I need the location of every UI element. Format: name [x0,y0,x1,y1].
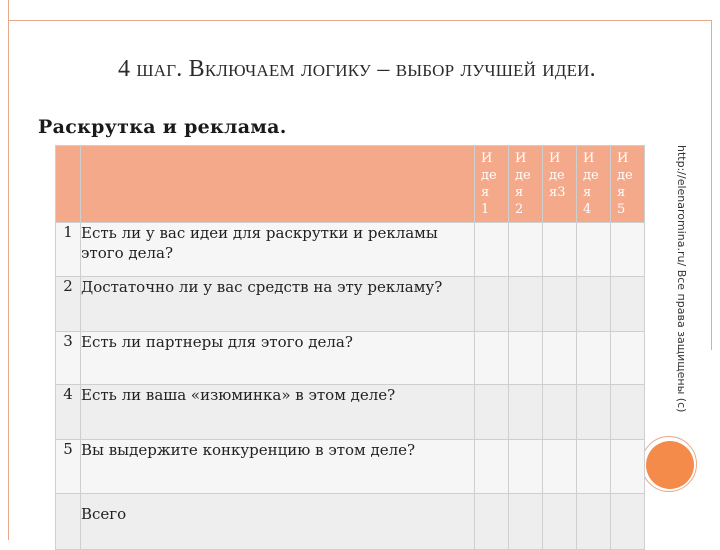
score-cell[interactable] [577,332,611,385]
score-cell[interactable] [509,223,543,277]
row-number: 3 [56,332,81,385]
table-row [56,277,645,332]
header-text: И [583,151,595,166]
row-number: 1 [56,223,81,277]
score-cell[interactable] [475,277,509,332]
slide-title [118,56,596,83]
score-cell[interactable] [543,223,577,277]
score-cell[interactable] [543,332,577,385]
header-text: де [515,168,531,183]
header-text: де [549,168,565,183]
row-question: Вы выдержите конкуренцию в этом деле? [81,440,475,494]
row-number: 4 [56,385,81,440]
table-row [56,440,645,494]
score-cell[interactable] [611,277,645,332]
header-text: я3 [549,185,566,200]
header-text: И [549,151,561,166]
title-step-number: 4 [118,56,137,82]
score-cell[interactable] [577,277,611,332]
header-text: 1 [481,202,490,217]
score-cell[interactable] [577,440,611,494]
total-cell[interactable] [475,494,509,550]
score-cell[interactable] [543,277,577,332]
slide-subtitle: Раскрутка и реклама. [38,116,287,138]
header-text: 5 [617,202,626,217]
header-idea-4 [577,146,611,223]
header-idea-2 [509,146,543,223]
total-cell[interactable] [611,494,645,550]
score-cell[interactable] [509,277,543,332]
row-number: 2 [56,277,81,332]
header-text: 2 [515,202,524,217]
ideas-table [55,145,645,550]
row-question: Есть ли партнеры для этого дела? [81,332,475,385]
header-text: И [617,151,629,166]
row-question: Есть ли ваша «изюминка» в этом деле? [81,385,475,440]
header-text: И [515,151,527,166]
score-cell[interactable] [475,332,509,385]
row-question: Есть ли у вас идеи для раскрутки и рекламы этого дела? [81,223,475,277]
total-cell[interactable] [577,494,611,550]
top-border-line [8,20,712,21]
score-cell[interactable] [475,440,509,494]
score-cell[interactable] [577,385,611,440]
header-text: я [583,185,592,200]
header-text: де [617,168,633,183]
header-text: я [515,185,524,200]
score-cell[interactable] [577,223,611,277]
table-header-row [56,146,645,223]
table-row-total [56,494,645,550]
copyright-side-note: http://elenaromina.ru/ Все права защищены (с) [675,145,688,413]
title-main-text: Включаем логику – выбор лучшей идеи. [188,56,596,82]
header-text: 4 [583,202,592,217]
header-text: де [583,168,599,183]
score-cell[interactable] [509,385,543,440]
left-border-line [8,0,9,540]
header-idea-1 [475,146,509,223]
score-cell[interactable] [475,223,509,277]
title-separator: . [176,56,189,82]
score-cell[interactable] [611,440,645,494]
score-cell[interactable] [543,440,577,494]
score-cell[interactable] [611,223,645,277]
table-row [56,385,645,440]
header-idea-5 [611,146,645,223]
header-empty-cell [56,146,81,223]
score-cell[interactable] [475,385,509,440]
decorative-circle [646,441,694,489]
score-cell[interactable] [509,332,543,385]
score-cell[interactable] [543,385,577,440]
total-cell[interactable] [509,494,543,550]
header-text: я [481,185,490,200]
header-text: де [481,168,497,183]
row-total-label: Всего [81,494,475,550]
header-text: И [481,151,493,166]
score-cell[interactable] [611,385,645,440]
header-text: я [617,185,626,200]
header-idea-3 [543,146,577,223]
header-empty-cell [81,146,475,223]
table-row [56,223,645,277]
score-cell[interactable] [611,332,645,385]
right-border-line [711,20,712,350]
row-question: Достаточно ли у вас средств на эту рекламу? [81,277,475,332]
row-number: 5 [56,440,81,494]
title-step-word: шаг [136,56,177,82]
total-cell[interactable] [543,494,577,550]
score-cell[interactable] [509,440,543,494]
row-number [56,494,81,550]
table-row [56,332,645,385]
